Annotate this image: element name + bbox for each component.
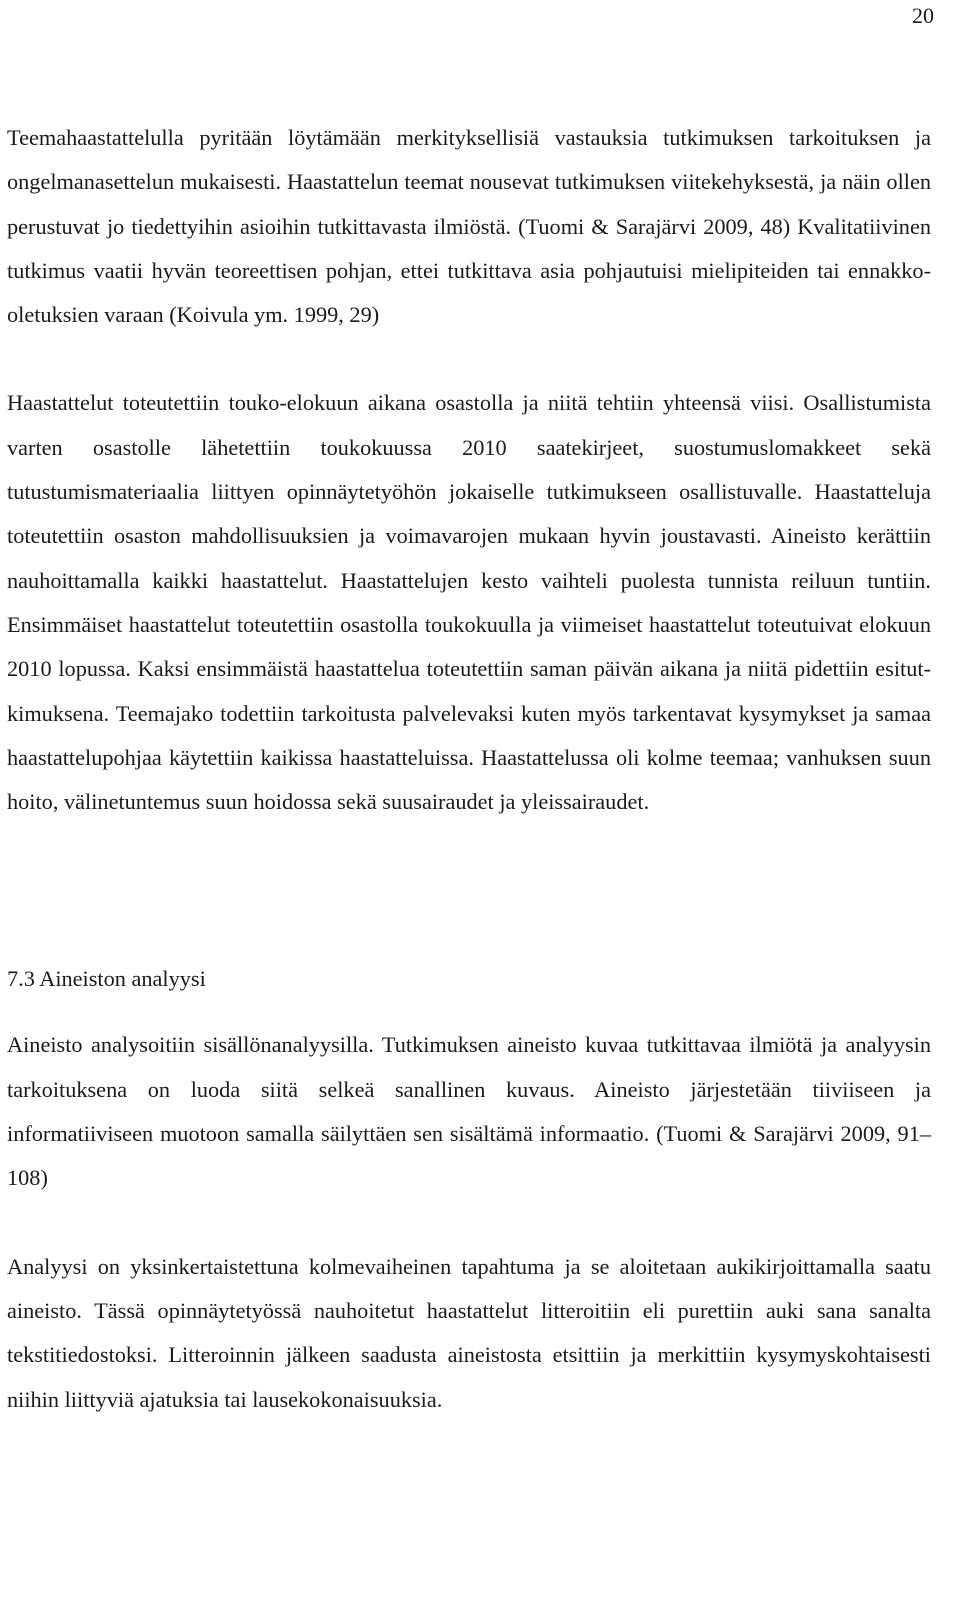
paragraph-interviews-conducted: Haastattelut toteutettiin touko-elokuun aikana osastolla ja niitä tehtiin yhteensä viisi. Osallistumista varten osastolle lähetettiin toukokuussa 2010 saatekirjeet, suostumuslomakkeet sekä tutustumismateriaalia liittyen opinnäytetyöhön jokaiselle tutkimukseen osallistuvalle. Haastatteluja toteutettiin osaston mahdollisuuksien ja voimavarojen mukaan hyvin joustavasti. Aineisto kerättiin nauhoittamalla kaikki haastattelut. Haastattelujen kesto vaihteli puolesta tunnista reiluun tuntiin. Ensimmäiset haastattelut toteutettiin osastolla toukokuulla ja viimeiset haastattelut toteutuivat elokuun 2010 lopussa. Kaksi ensimmäistä haastattelua toteutettiin saman päivän aikana ja niitä pidettiin esitutkimuksena. Teemajako todettiin tarkoitusta palvelevaksi kuten myös tarkentavat kysymykset ja samaa haastattelupohjaa käytettiin kaikissa haastatteluissa. Haastattelussa oli kolme teemaa; vanhuksen suun hoito, välinetuntemus suun hoidossa sekä suusairaudet ja yleissairaudet.	[7, 390, 931, 815]
document-body	[7, 116, 931, 1422]
paragraph-content-analysis: Aineisto analysoitiin sisällönanalyysilla. Tutkimuksen aineisto kuvaa tutkittavaa ilmiötä ja analyysin tarkoituksena on luoda siitä selkeä sanallinen kuvaus. Aineisto järjestetään tiiviiseen ja informatiiviseen muotoon samalla säilyttäen sen sisältämä informaatio. (Tuomi & Sarajärvi 2009, 91–108)	[7, 1032, 931, 1191]
paragraph-theme-interview: Teemahaastattelulla pyritään löytämään merkityksellisiä vastauksia tutkimuksen tarkoituksen ja ongelmanasettelun mukaisesti. Haastattelun teemat nousevat tutkimuksen viitekehyksestä, ja näin ollen perustuvat jo tiedettyihin asioihin tutkittavasta ilmiöstä. (Tuomi & Sarajärvi 2009, 48) Kvalitatiivinen tutkimus vaatii hyvän teoreettisen pohjan, ettei tutkittava asia pohjautuisi mielipiteiden tai ennakko-oletuksien varaan (Koivula ym. 1999, 29)	[7, 125, 931, 328]
page-number: 20	[912, 3, 934, 28]
paragraph-analysis-phases: Analyysi on yksinkertaistettuna kolmevaiheinen tapahtuma ja se aloitetaan aukikirjoittamalla saatu aineisto. Tässä opinnäytetyössä nauhoitetut haastattelut litteroitiin eli purettiin auki sana sanalta tekstitiedostoksi. Litteroinnin jälkeen saadusta aineistosta etsittiin ja merkittiin kysymyskohtaisesti niihin liittyviä ajatuksia tai lausekokonaisuuksia.	[7, 1253, 931, 1412]
section-heading-analysis: 7.3 Aineiston analyysi	[7, 966, 206, 992]
